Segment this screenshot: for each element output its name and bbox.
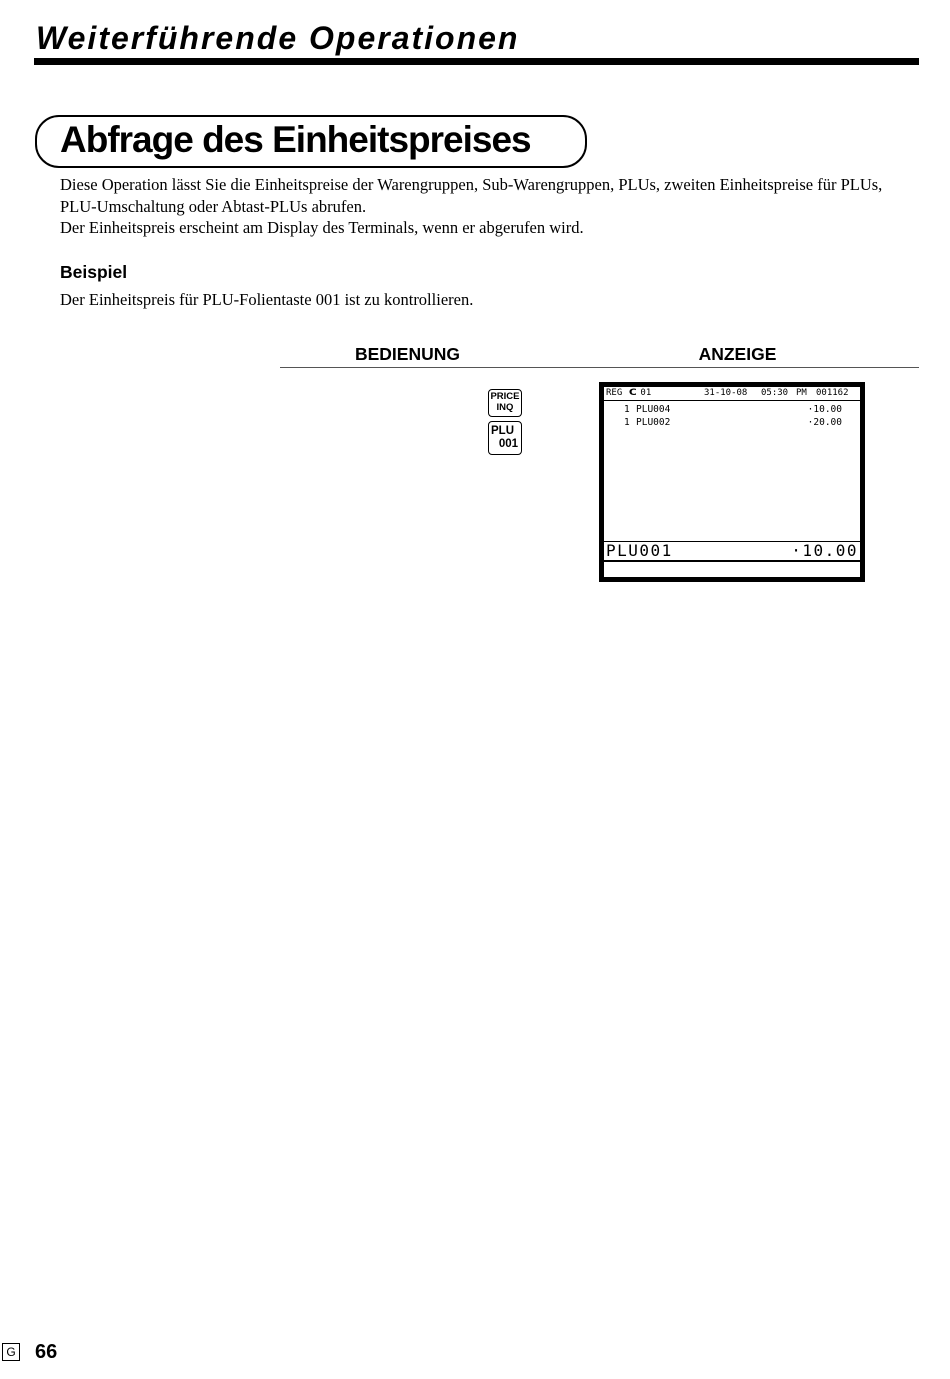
- display-screen: [604, 387, 860, 577]
- item-amount: ·10.00: [807, 404, 842, 415]
- price-inq-key-line2: INQ: [496, 401, 514, 413]
- example-heading: Beispiel: [60, 262, 128, 282]
- price-inq-key: [488, 389, 522, 417]
- plu-001-key: [488, 421, 522, 455]
- list-item: [604, 416, 860, 429]
- page-number: 66: [35, 1341, 58, 1363]
- plu-key-line2: 001: [498, 438, 518, 450]
- clerk-icon: C: [628, 388, 638, 398]
- display-bottom-line: [604, 541, 860, 561]
- operation-column-heading: BEDIENUNG: [354, 344, 460, 364]
- chapter-title: Weiterführende Operationen: [36, 20, 520, 56]
- chapter-rule: [34, 58, 919, 65]
- item-name: PLU002: [636, 417, 671, 428]
- clerk-number: 01: [640, 388, 652, 398]
- list-item: [604, 403, 860, 416]
- item-name: PLU004: [636, 404, 671, 415]
- display-bottom-bar: [604, 560, 860, 562]
- bottom-item-amount: ·10.00: [791, 541, 858, 560]
- section-title: Abfrage des Einheitspreises: [60, 119, 531, 160]
- item-qty: 1: [624, 404, 630, 415]
- item-amount: ·20.00: [807, 417, 842, 428]
- example-text: Der Einheitspreis für PLU-Folientaste 001 ist zu kontrollieren.: [60, 290, 474, 309]
- price-inq-key-line1: PRICE: [490, 391, 520, 402]
- mode-label: REG: [606, 388, 623, 398]
- date: 31-10-08: [704, 388, 748, 398]
- consecutive-number: 001162: [816, 388, 849, 398]
- item-qty: 1: [624, 417, 630, 428]
- bottom-item-name: PLU001: [606, 541, 673, 560]
- plu-key-line1: PLU: [491, 425, 514, 437]
- intro-text: [60, 174, 910, 239]
- column-heading-rule: [280, 367, 919, 368]
- intro-paragraph-2: Der Einheitspreis erscheint am Display des Terminals, wenn er abgerufen wird.: [60, 218, 584, 237]
- clerk-indicator: [630, 387, 651, 400]
- intro-paragraph-1: Diese Operation lässt Sie die Einheitspreise der Warengruppen, Sub-Warengruppen, PLUs, zweiten Einheitspreise für PLUs, PLU-Umschaltung oder Abtast-PLUs abrufen.: [60, 175, 883, 216]
- language-code-badge: G: [2, 1343, 20, 1361]
- am-pm: PM: [796, 388, 807, 398]
- display-status-bar: [604, 387, 860, 401]
- terminal-display: [599, 382, 865, 582]
- time: 05:30: [761, 388, 789, 398]
- display-column-heading: ANZEIGE: [698, 344, 777, 364]
